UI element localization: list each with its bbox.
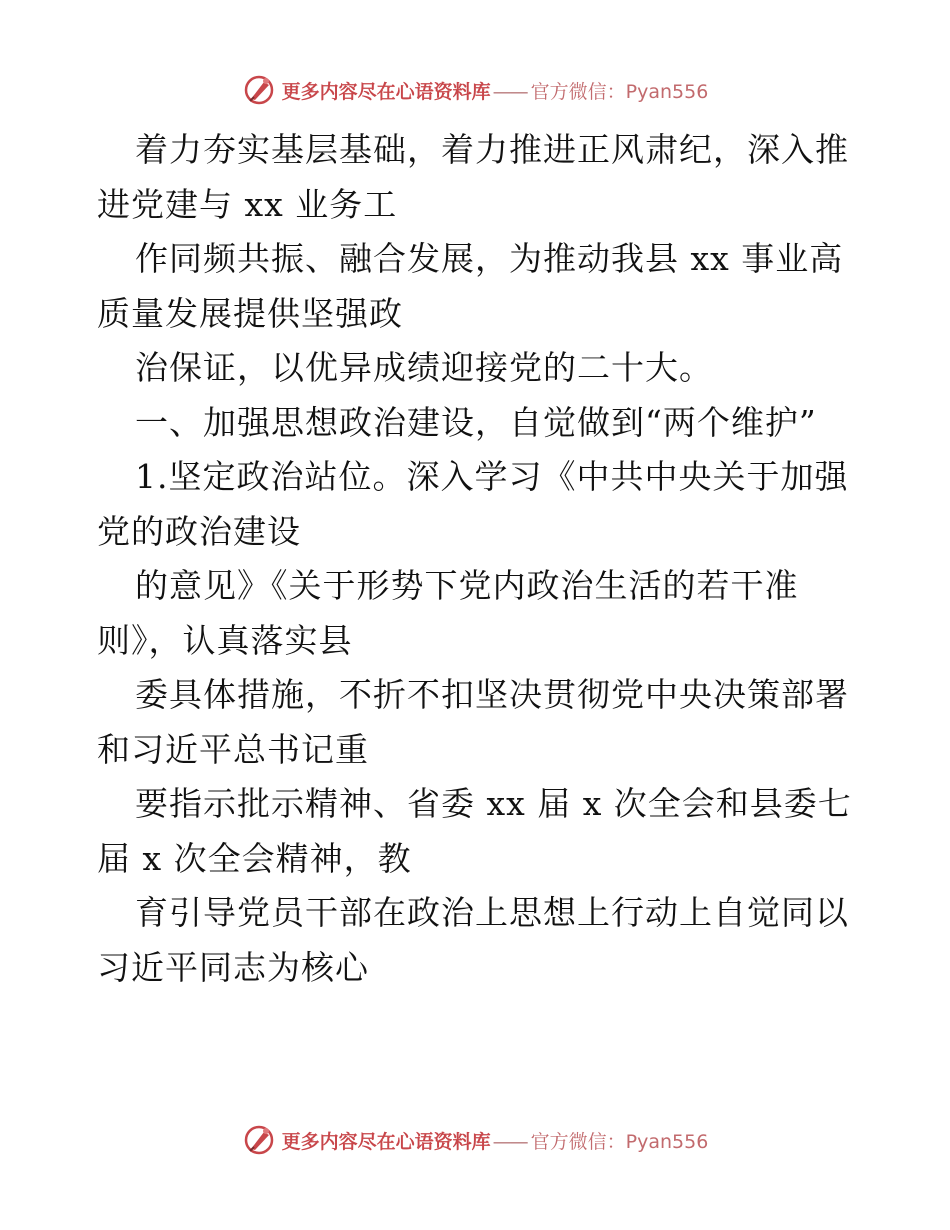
banner-site-text: 更多内容尽在心语资料库 <box>281 1130 491 1153</box>
feather-pen-logo-icon <box>242 1123 276 1157</box>
section-heading: 一、加强思想政治建设，自觉做到“两个维护” <box>135 402 817 442</box>
banner-wechat-text: 官方微信：Pyan556 <box>530 1130 709 1153</box>
body-line: 党的政治建设 <box>97 511 301 551</box>
banner-wechat-text: 官方微信：Pyan556 <box>530 80 709 103</box>
document-body <box>97 123 857 995</box>
footer-banner <box>0 1120 950 1160</box>
body-line: 的意见》《关于形势下党内政治生活的若干准 <box>135 566 799 605</box>
body-line: 质量发展提供坚强政 <box>97 293 403 333</box>
feather-pen-logo-icon <box>242 73 276 107</box>
body-line: 和习近平总书记重 <box>97 729 369 769</box>
body-line: 届 x 次全会精神，教 <box>97 838 412 878</box>
body-line: 着力夯实基层基础，着力推进正风肃纪，深入推 <box>135 130 849 169</box>
body-line: 治保证，以优异成绩迎接党的二十大。 <box>135 348 713 387</box>
banner-text <box>282 77 709 104</box>
body-line: 1.坚定政治站位。深入学习《中共中央关于加强 <box>135 457 849 496</box>
body-line: 进党建与 xx 业务工 <box>97 184 398 224</box>
body-line: 作同频共振、融合发展，为推动我县 xx 事业高 <box>135 239 844 278</box>
body-line: 则》，认真落实县 <box>97 620 353 660</box>
body-line: 委具体措施，不折不扣坚决贯彻党中央决策部署 <box>135 675 849 714</box>
header-banner <box>0 70 950 110</box>
banner-site-text: 更多内容尽在心语资料库 <box>281 80 491 103</box>
banner-dash: —— <box>492 80 527 103</box>
banner-dash: —— <box>492 1130 527 1153</box>
body-line: 习近平同志为核心 <box>97 947 369 987</box>
body-line: 育引导党员干部在政治上思想上行动上自觉同以 <box>135 893 849 932</box>
banner-text <box>282 1127 709 1154</box>
body-line: 要指示批示精神、省委 xx 届 x 次全会和县委七 <box>135 784 852 823</box>
